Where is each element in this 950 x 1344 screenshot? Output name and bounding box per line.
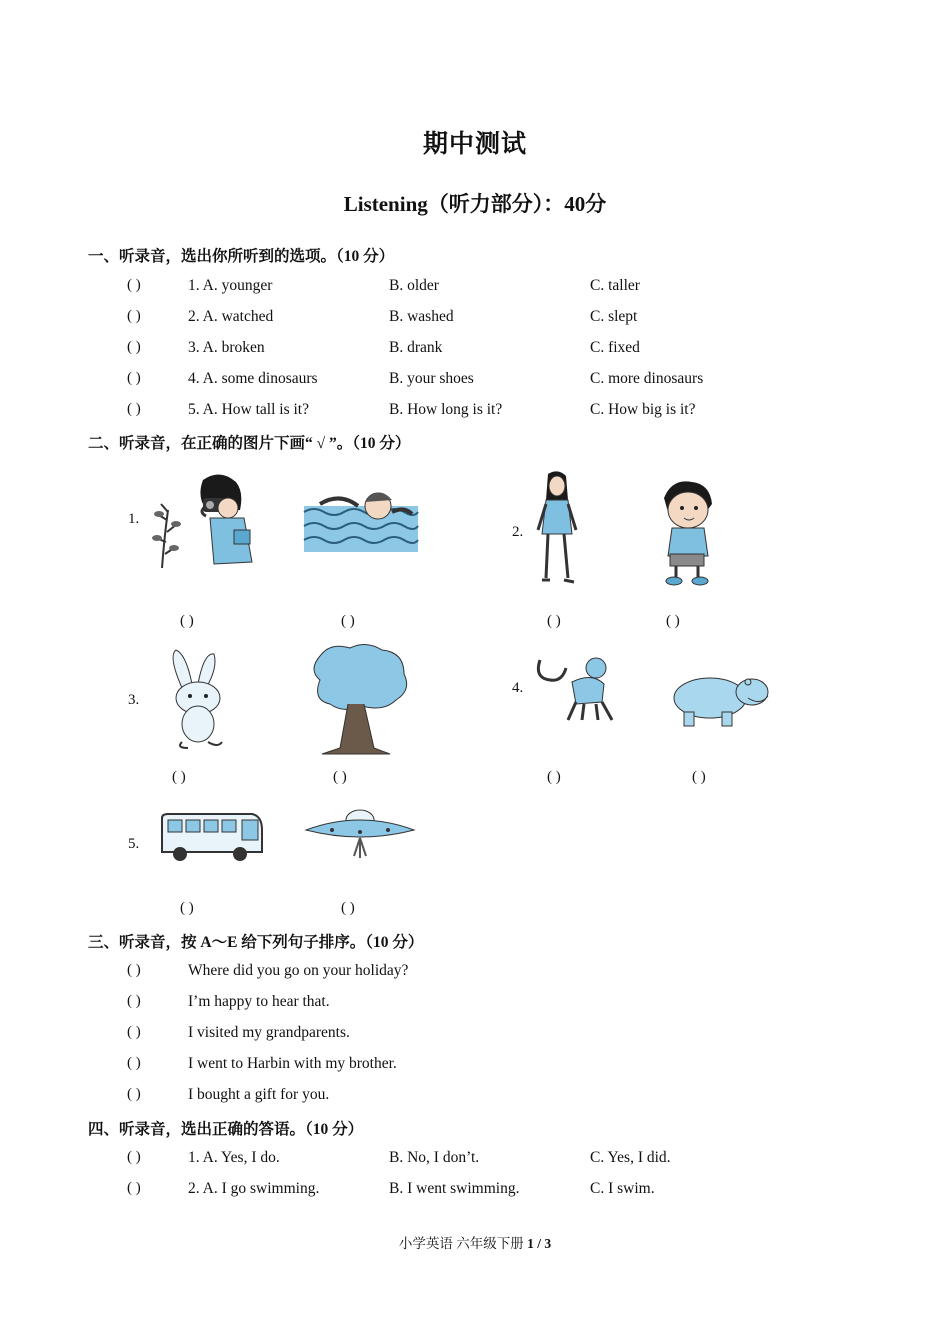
spaceship-picture [302,800,418,864]
option-c: C. slept [590,308,638,325]
option-b: B. older [389,277,439,294]
option-a: 2. A. I go swimming. [188,1180,320,1197]
answer-blank[interactable]: ( ) [127,1180,141,1196]
answer-blank[interactable]: ( ) [127,1086,141,1102]
option-a: 3. A. broken [188,339,265,356]
section-1-heading: 一、听录音，选出你所听到的选项。（10 分） [88,248,395,265]
option-c: C. more dinosaurs [590,370,704,387]
answer-blank[interactable]: ( ) [172,769,186,785]
section-3-heading: 三、听录音，按 A～E 给下列句子排序。（10 分） [88,934,424,951]
option-c: C. taller [590,277,640,294]
option-c: C. How big is it? [590,401,696,418]
answer-blank[interactable]: ( ) [180,900,194,916]
question-number: 5. [128,836,140,852]
answer-blank[interactable]: ( ) [127,277,141,293]
option-c: C. fixed [590,339,640,356]
answer-blank[interactable]: ( ) [127,1024,141,1040]
answer-blank[interactable]: ( ) [127,370,141,386]
answer-blank[interactable]: ( ) [127,308,141,324]
girl-taking-photo-picture [148,470,266,574]
footer-text: 小学英语 六年级下册 [398,1236,528,1251]
rabbit-picture [152,648,244,752]
sentence: I went to Harbin with my brother. [188,1055,397,1072]
page-footer [0,1232,950,1252]
answer-blank[interactable]: ( ) [666,613,680,629]
option-a: 5. A. How tall is it? [188,401,309,418]
page-title: 期中测试 [422,131,527,158]
answer-blank[interactable]: ( ) [127,1149,141,1165]
tall-girl-picture [534,470,582,588]
sentence: I’m happy to hear that. [188,993,330,1010]
answer-blank[interactable]: ( ) [341,900,355,916]
option-b: B. How long is it? [389,401,503,418]
hippo-picture [664,668,774,728]
bus-picture [158,810,266,866]
boy-swimming-picture [300,478,422,556]
page-number: 1 / 3 [527,1236,552,1251]
monkey-picture [532,652,624,724]
section-2-heading: 二、听录音，在正确的图片下画“ √ ”。（10 分） [88,435,411,452]
question-number: 1. [128,511,140,527]
answer-blank[interactable]: ( ) [127,401,141,417]
answer-blank[interactable]: ( ) [333,769,347,785]
option-a: 2. A. watched [188,308,274,325]
option-c: C. I swim. [590,1180,655,1197]
option-c: C. Yes, I did. [590,1149,671,1166]
answer-blank[interactable]: ( ) [127,339,141,355]
sentence: I visited my grandparents. [188,1024,350,1041]
answer-blank[interactable]: ( ) [127,1055,141,1071]
option-a: 1. A. Yes, I do. [188,1149,280,1166]
question-number: 4. [512,680,524,696]
answer-blank[interactable]: ( ) [692,769,706,785]
answer-blank[interactable]: ( ) [341,613,355,629]
option-b: B. No, I don’t. [389,1149,480,1166]
answer-blank[interactable]: ( ) [180,613,194,629]
answer-blank[interactable]: ( ) [127,962,141,978]
answer-blank[interactable]: ( ) [547,613,561,629]
option-b: B. your shoes [389,370,474,387]
section-4-heading: 四、听录音，选出正确的答语。（10 分） [88,1121,364,1138]
question-number: 3. [128,692,140,708]
option-b: B. I went swimming. [389,1180,520,1197]
option-b: B. drank [389,339,443,356]
section-title-listening: Listening（听力部分）：40分 [343,192,607,216]
answer-blank[interactable]: ( ) [127,993,141,1009]
question-number: 2. [512,524,524,540]
answer-blank[interactable]: ( ) [547,769,561,785]
option-b: B. washed [389,308,454,325]
option-a: 4. A. some dinosaurs [188,370,318,387]
option-a: 1. A. younger [188,277,273,294]
sentence: I bought a gift for you. [188,1086,330,1103]
tree-picture [300,640,416,760]
short-boy-picture [652,478,722,588]
sentence: Where did you go on your holiday? [188,962,409,979]
